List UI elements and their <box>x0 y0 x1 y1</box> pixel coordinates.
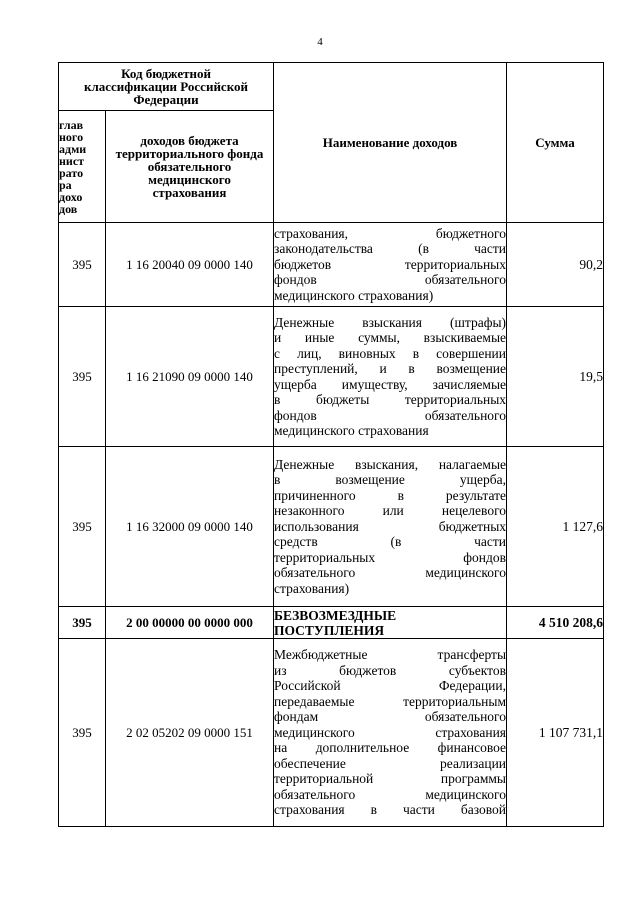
income-name-line: Межбюджетные трансферты <box>274 647 507 663</box>
income-name-cell <box>274 447 507 607</box>
income-name-line: средств (в части <box>274 534 507 550</box>
income-code-cell: 1 16 32000 09 0000 140 <box>106 447 274 607</box>
income-name-line: фондам обязательного <box>274 709 507 725</box>
income-code-header: доходов бюджета территориального фонда обязательного медицинского страхования <box>106 111 274 223</box>
admin-header-line: рато <box>59 165 84 180</box>
admin-code-cell: 395 <box>59 447 106 607</box>
sum-cell: 1 127,6 <box>507 447 604 607</box>
income-name-line: в бюджеты территориальных <box>274 392 507 407</box>
income-code-cell: 2 02 05202 09 0000 151 <box>106 639 274 827</box>
income-name-cell <box>274 307 507 447</box>
budget-classification-header: Код бюджетной классификации Российской Федерации <box>59 63 274 111</box>
admin-header-line: глав <box>59 117 84 132</box>
income-name-line: с лиц, виновных в совершении <box>274 345 507 361</box>
income-name-line: причиненного в результате <box>274 487 507 503</box>
income-name-line: использования бюджетных <box>274 518 507 534</box>
income-name-line: из бюджетов субъектов <box>274 662 507 678</box>
admin-header-line: ра <box>59 177 72 192</box>
sum-cell: 90,2 <box>507 223 604 307</box>
income-code-cell: 1 16 20040 09 0000 140 <box>106 223 274 307</box>
income-name-header: Наименование доходов <box>274 63 507 223</box>
income-code-cell: 2 00 00000 00 0000 000 <box>106 607 274 639</box>
admin-header-line: нист <box>59 153 85 168</box>
income-name-line: Денежные взыскания (штрафы) <box>274 314 507 330</box>
income-name-line: незаконного или нецелевого <box>274 503 507 519</box>
admin-header-line: дов <box>59 201 78 216</box>
admin-code-cell: 395 <box>59 307 106 447</box>
income-name-line: обязательного медицинского <box>274 786 507 802</box>
income-code-cell: 1 16 21090 09 0000 140 <box>106 307 274 447</box>
income-name-line: территориальной программы <box>274 771 507 787</box>
admin-header-line: ного <box>59 129 84 144</box>
admin-code-cell: 395 <box>59 639 106 827</box>
income-name-line: бюджетов территориальных <box>274 256 507 272</box>
income-name-line: на дополнительное финансовое <box>274 740 507 756</box>
income-name-line: обязательного медицинского <box>274 565 507 581</box>
income-name-line: ущерба имуществу, зачисляемые <box>274 376 507 392</box>
income-name-line: передаваемые территориальным <box>274 693 507 709</box>
admin-code-header <box>59 111 106 223</box>
income-name-line: медицинского страхования <box>274 724 507 740</box>
sum-cell: 1 107 731,1 <box>507 639 604 827</box>
income-name-line: страхования) <box>274 580 350 596</box>
income-name-line: обеспечение реализации <box>274 755 507 771</box>
income-name-line: территориальных фондов <box>274 549 507 565</box>
income-name-line: медицинского страхования <box>274 423 429 438</box>
income-name-line: фондов обязательного <box>274 407 507 423</box>
income-name-line: медицинского страхования) <box>274 287 434 303</box>
income-name-cell <box>274 223 507 307</box>
income-name-line: преступлений, и в возмещение <box>274 361 507 376</box>
sum-header: Сумма <box>507 63 604 223</box>
income-name-line: и иные суммы, взыскиваемые <box>274 330 507 345</box>
page-number: 4 <box>317 36 323 48</box>
income-name-line: страхования, бюджетного <box>274 225 507 241</box>
admin-header-line: адми <box>59 141 87 156</box>
sum-cell: 4 510 208,6 <box>507 607 604 639</box>
income-name-line: фондов обязательного <box>274 272 507 288</box>
budget-income-table <box>58 62 604 827</box>
income-name-cell <box>274 607 507 639</box>
income-name-line: законодательства (в части <box>274 241 507 257</box>
income-name-line: в возмещение ущерба, <box>274 472 507 488</box>
sum-cell: 19,5 <box>507 307 604 447</box>
income-name-line: Денежные взыскания, налагаемые <box>274 456 507 472</box>
admin-code-cell: 395 <box>59 223 106 307</box>
admin-code-cell: 395 <box>59 607 106 639</box>
income-name-line: БЕЗВОЗМЕЗДНЫЕ <box>274 607 397 623</box>
admin-header-line: дохо <box>59 189 83 204</box>
income-name-cell <box>274 639 507 827</box>
income-name-line: Российской Федерации, <box>274 678 507 694</box>
income-name-line: ПОСТУПЛЕНИЯ <box>274 622 385 638</box>
income-name-line: страхования в части базовой <box>274 802 507 818</box>
